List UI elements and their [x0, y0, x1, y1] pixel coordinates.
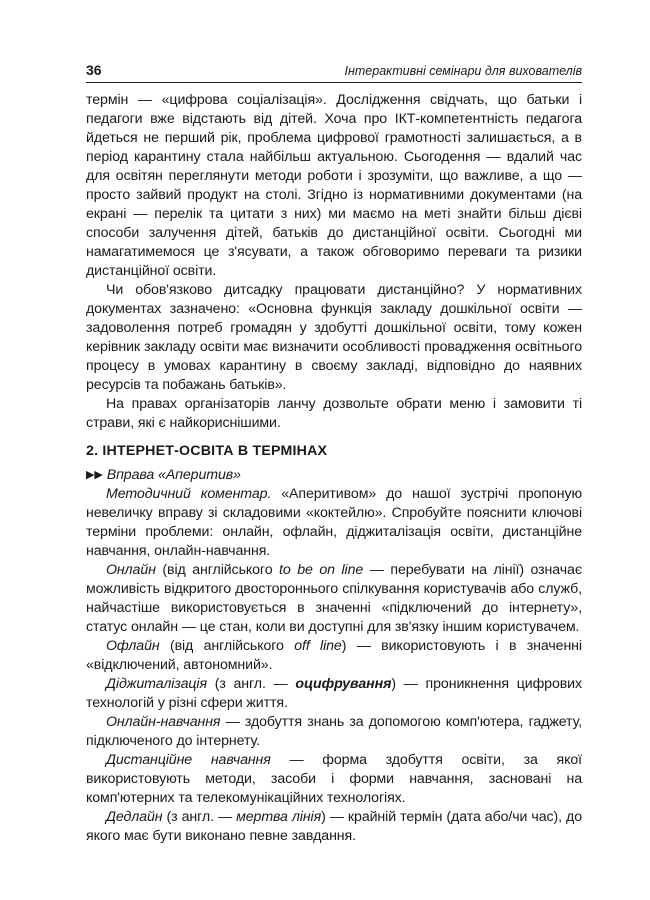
term-digitalization [86, 675, 582, 713]
term-deadline-text-b: ) — крайній термін (дата або/чи час), до якого має бути виконано певне завдання. [86, 809, 582, 844]
term-distance-learning [86, 751, 582, 808]
term-distance-text: — форма здобуття освіти, за якої використовують методи, засоби і форми навчання, засновані на комп'ютерних та телекомунікаційних технологіях. [86, 752, 582, 806]
term-online-phrase: to be on line [279, 562, 364, 578]
paragraph-2: Чи обов'язково дитсадку працювати дистанційно? У нормативних документах зазначено: «Основна функція закладу дошкільної освіти — задоволення потреб громадян у здобутті дошкільної освіти, тому кожен керівник закладу освіти має визначити особливості провадження освітнього процесу в умовах карантину в своєму закладі, відповідно до наявних ресурсів та побажань батьків». [86, 282, 582, 393]
paragraph-1: термін — «цифрова соціалізація». Дослідження свідчать, що батьки і педагоги вже відстають від дітей. Хоча про ІКТ-компетентність педагога йдеться не перший рік, проблема цифрової грамотності залишається, а в період карантину стала найбільш актуальною. Сьогодення — вдалий час для освітян переглянути методи роботи і зрозуміти, що важливе, а що — просто зайвий продукт на столі. Згідно із нормативними документами (на екрані — перелік та цитати з них) ми маємо на меті знайти більш дієві способи залучення дітей, батьків до дистанційної освіти. Сьогодні ми намагатимемося це з'ясувати, а також обговоримо переваги та ризики дистанційної освіти. [86, 92, 582, 279]
term-offline-text-b: ) — використовують і в значенні «відключений, автономний». [86, 638, 582, 673]
term-onlinelearn-name: Онлайн-навчання [106, 714, 221, 730]
double-arrow-icon: ▶▶ [86, 469, 103, 481]
term-online-name: Онлайн [106, 562, 156, 578]
paragraph-3: На правах організаторів ланчу дозвольте обрати меню і замовити ті страви, які є найкориснішими. [86, 396, 582, 431]
comment-text: «Аперитивом» до нашої зустрічі пропоную невеличку вправу зі складовими «коктейлю». Спробуйте пояснити ключові терміни проблеми: онлайн, офлайн, діджиталізація освіти, дистанційне навчання, онлайн-навчання. [86, 486, 582, 559]
term-offline [86, 637, 582, 675]
exercise-title: Вправа «Аперитив» [106, 467, 241, 483]
section-heading: 2. ІНТЕРНЕТ-ОСВІТА В ТЕРМІНАХ [86, 443, 328, 459]
term-online-learning [86, 713, 582, 751]
term-online-text-a: (від англійського [155, 562, 280, 578]
comment-label: Методичний коментар. [106, 486, 272, 502]
term-deadline [86, 808, 582, 846]
term-offline-name: Офлайн [106, 638, 160, 654]
page-header [86, 62, 582, 83]
methodical-comment [86, 485, 582, 561]
exercise-title-line [86, 466, 582, 485]
running-title: Інтерактивні семінари для вихователів [344, 64, 582, 78]
term-digital-name: Діджиталізація [106, 676, 207, 692]
page [86, 62, 582, 846]
term-offline-text-a: (від англійського [159, 638, 295, 654]
term-onlinelearn-text: — здобуття знань за допомогою комп'ютера, гаджету, підключеного до інтернету. [86, 714, 582, 749]
term-deadline-phrase: мертва лінія [236, 809, 322, 825]
term-digital-text-a: (з англ. — [206, 676, 296, 692]
term-deadline-text-a: (з англ. — [162, 809, 237, 825]
page-number: 36 [86, 62, 102, 78]
term-online-text-b: — перебувати на лінії) означає можливість відкритого двостороннього спілкування користувачів або служб, найчастіше використовується в значенні «підключений до інтернету», статус онлайн — це стан, коли ви доступні для зв'язку іншим користувачем. [86, 562, 582, 635]
term-distance-name: Дистанційне навчання [106, 752, 271, 768]
term-digital-text-b: ) — проникнення цифрових технологій у різні сфери життя. [86, 676, 582, 711]
term-deadline-name: Дедлайн [106, 809, 163, 825]
term-offline-phrase: off line [294, 638, 342, 654]
term-online [86, 561, 582, 637]
term-digital-phrase: оцифрування [295, 676, 392, 692]
